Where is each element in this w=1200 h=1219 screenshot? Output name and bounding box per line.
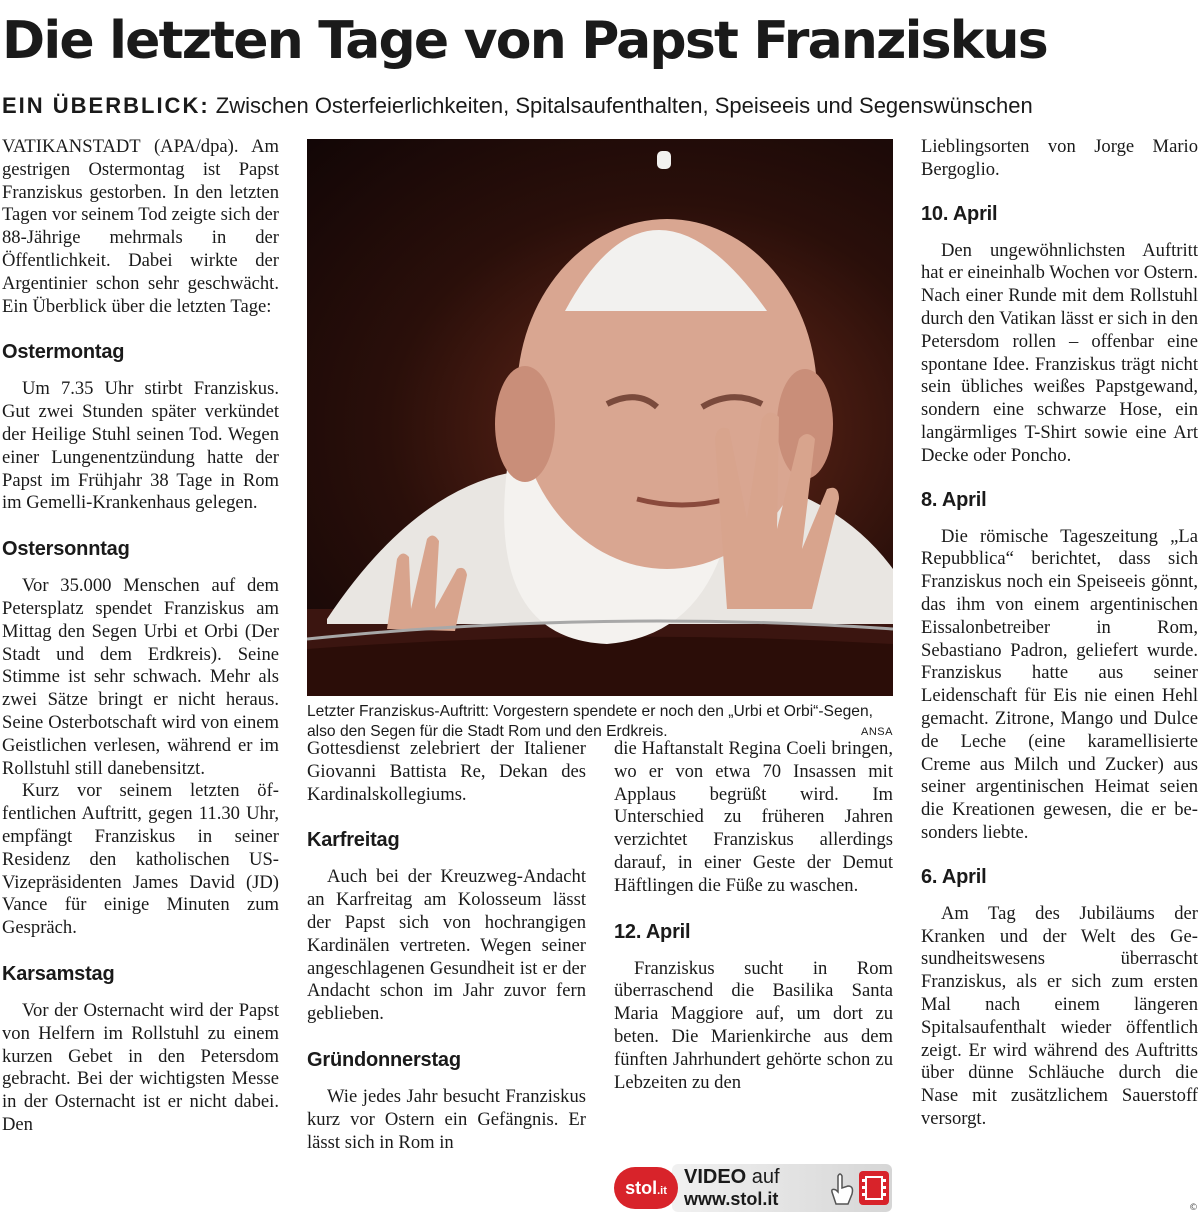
paragraph-karfreitag: Auch bei der Kreuzweg-Andacht an Karfreitag am Kolosseum lässt der Papst sich von hochrangigen Kardinälen vertreten. Wegen seiner angeschlagenen Gesundheit ist er der Andacht schon im Jahr zuvor fern geblieben. <box>307 866 586 1025</box>
film-icon <box>859 1171 889 1205</box>
pope-photo <box>307 139 893 696</box>
subhead-text: Zwischen Osterfeierlichkeiten, Spitalsaufenthalten, Speiseeis und Segenswünschen <box>209 93 1033 118</box>
paragraph-continued: Gottesdienst zelebriert der Italiener Giovanni Battista Re, Dekan des Kardinalskollegiums. <box>307 738 586 805</box>
pointing-hand-icon <box>828 1172 856 1206</box>
section-heading-karfreitag: Karfreitag <box>307 829 400 852</box>
paragraph-6-april: Am Tag des Jubiläums der Kranken und der Welt des Gesundheitswesens überrascht Franziskus, als er sich zum ersten Mal nach einem längeren Spitalsaufenthalt wieder öffentlich zeigt. Er wird während des Auftritts über dünne Schläuche durch die Nase mit zusätzlichem Sauerstoff versorgt. <box>921 902 1198 1129</box>
section-heading-karsamstag: Karsamstag <box>2 962 115 985</box>
paragraph-10-april: Den ungewöhnlichsten Auftritt hat er eineinhalb Wochen vor Ostern. Nach einer Runde mit dem Rollstuhl durch den Vatikan lässt er sich in den Petersdom rollen – offenbar eine spontane Idee. Franziskus trägt nicht sein übliches weißes Papstgewand, sondern eine schwarze Hose, ein langärmliges T-Shirt sowie eine Art Decke oder Poncho. <box>921 239 1198 466</box>
section-heading-ostermontag: Ostermontag <box>2 341 125 364</box>
paragraph-ostersonntag-1: Vor 35.000 Menschen auf dem Petersplatz spendet Franziskus am Mittag den Segen Urbi et Orbi (Der Stadt und dem Erdkreis). Seine Stimme ist sehr schwach. Mehr als zwei Sätze bringt er nicht heraus. Seine Osterbotschaft wird von einem Geistlichen verlesen, während er im Rollstuhl still danebensitzt. <box>2 575 279 779</box>
promo-url[interactable]: www.stol.it <box>684 1189 779 1209</box>
copyright-mark: © <box>1189 1203 1198 1213</box>
paragraph-continued: die Haftanstalt Regina Coeli bringen, wo er von etwa 70 Insassen mit Applaus begrüßt wird. Im Unterschied zu früheren Jahren verzichtet Franziskus allerdings darauf, in einer Geste der Demut Häftlingen die Füße zu waschen. <box>614 738 893 896</box>
section-heading-ostersonntag: Ostersonntag <box>2 538 130 561</box>
intro-paragraph: VATIKANSTADT (APA/dpa). Am gestrigen Ostermontag ist Papst Franziskus gestorben. In den letzten Tagen vor seinem Tod zeigte sich der 88-Jährige mehrmals in der Öffentlichkeit. Dabei wirkte der Argentinier schon sehr geschwächt. Ein Überblick über die letzten Tage: <box>2 136 279 317</box>
section-heading-8-april: 8. April <box>921 488 987 511</box>
paragraph-continued: Lieblingsorten von Jorge Mario Bergoglio. <box>921 136 1198 180</box>
paragraph-gruendonnerstag: Wie jedes Jahr besucht Franziskus kurz vor Ostern ein Gefängnis. Er lässt sich in Rom in <box>307 1085 586 1153</box>
paragraph-ostermontag: Um 7.35 Uhr stirbt Franziskus. Gut zwei Stunden später verkündet der Heilige Stuhl seinen Tod. Wegen einer Lungenentzündung hatte der Papst im Frühjahr 38 Tage in Rom im Gemelli-Krankenhaus gelegen. <box>2 378 279 514</box>
paragraph-karsamstag: Vor der Osternacht wird der Papst von Helfern im Rollstuhl zu einem kurzen Gebet in den Petersdom gebracht. Bei der wichtigsten Messe in der Osternacht ist er nicht dabei. Den <box>2 999 279 1135</box>
paragraph-12-april: Franziskus sucht in Rom überraschend die Basilika Santa Maria Maggiore auf, um dort zu beten. Die Marienkirche aus dem fünften Jahrhundert gehörte schon zu Lebzeiten zu den <box>614 957 893 1093</box>
photo-credit: ANSA <box>861 726 893 738</box>
section-heading-6-april: 6. April <box>921 865 987 888</box>
headline: Die letzten Tage von Papst Franziskus <box>2 11 1047 71</box>
article-column-4 <box>921 136 1198 1131</box>
subheadline <box>2 92 1198 120</box>
stol-video-promo[interactable] <box>614 1164 893 1212</box>
article-column-1 <box>2 136 279 1137</box>
section-heading-10-april: 10. April <box>921 202 998 225</box>
section-heading-gruendonnerstag: Gründonnerstag <box>307 1048 461 1071</box>
promo-video-label: VIDEO auf <box>684 1166 780 1188</box>
article-column-2 <box>307 738 586 1154</box>
subhead-kicker: EIN ÜBERBLICK: <box>2 93 210 118</box>
paragraph-ostersonntag-2: Kurz vor seinem letzten öffentlichen Auftritt, gegen 11.30 Uhr, empfängt Franziskus in seiner Residenz den katholischen US-Vizepräsidenten James David (JD) Vance für einige Minuten zum Gespräch. <box>2 780 279 939</box>
article-column-3 <box>614 738 893 1094</box>
pope-photo-illustration <box>307 139 893 696</box>
caption-text: Letzter Franziskus-Auftritt: Vorgestern spendete er noch den „Urbi et Orbi“-Segen, also den Segen für die Stadt Rom und den Erdkreis. <box>307 703 873 740</box>
section-heading-12-april: 12. April <box>614 920 691 943</box>
photo-caption <box>307 702 893 742</box>
stol-logo: stol.it <box>614 1167 678 1209</box>
paragraph-8-april: Die römische Tageszeitung „La Repubblica“ berichtet, dass sich Franziskus noch ein Speiseeis gönnt, das ihm von einem argentinischen Eissalonbetreiber in Rom, Sebastiano Padron, geliefert wurde. Franziskus hatte aus seiner Leidenschaft für Eis nie einen Hehl gemacht. Zitrone, Mango und Dulce de Leche (eine karamellisierte Creme aus Milch und Zucker) aus seiner argentinischen Heimat seien die Kreationen gewesen, die er besonders liebte. <box>921 525 1198 843</box>
